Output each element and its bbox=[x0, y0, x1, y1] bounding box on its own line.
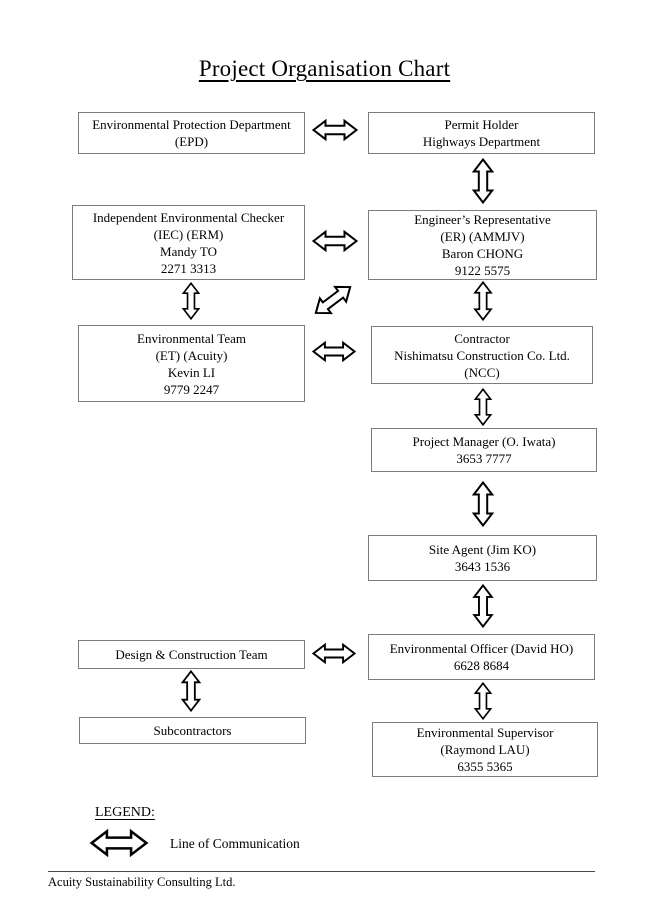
arrow-et-er-diagonal-icon bbox=[308, 277, 358, 322]
org-box-line: Design & Construction Team bbox=[115, 647, 268, 662]
org-box-line: Environmental Officer (David HO) bbox=[389, 641, 574, 656]
org-box-line: Highways Department bbox=[422, 134, 541, 149]
org-box-line: Contractor bbox=[454, 330, 510, 346]
legend-heading: LEGEND: bbox=[95, 805, 155, 820]
org-box-line: Environmental Team bbox=[137, 330, 246, 346]
org-box-site-agent bbox=[368, 535, 597, 581]
org-box-line: Mandy TO bbox=[160, 243, 217, 259]
org-box-permit-holder bbox=[368, 112, 595, 154]
org-box-line: Nishimatsu Construction Co. Ltd. bbox=[394, 347, 570, 363]
arrow-er-contractor-icon bbox=[472, 281, 494, 321]
org-box-environmental-officer bbox=[368, 634, 595, 680]
arrow-et-contractor-icon bbox=[312, 340, 356, 363]
org-box-line: 9122 5575 bbox=[454, 263, 511, 278]
arrow-project-manager-site-agent-icon bbox=[472, 478, 494, 530]
org-box-line: Project Manager (O. Iwata) bbox=[412, 434, 556, 449]
footer-company-name: Acuity Sustainability Consulting Ltd. bbox=[48, 875, 236, 889]
org-box-line: Independent Environmental Checker bbox=[92, 209, 285, 225]
org-box-contractor bbox=[371, 326, 593, 384]
org-box-design-construction-team bbox=[78, 640, 305, 669]
org-box-line: Permit Holder bbox=[444, 117, 519, 132]
arrow-permit-holder-er-icon bbox=[472, 158, 494, 204]
arrow-contractor-project-manager-icon bbox=[472, 388, 494, 426]
org-box-line: 2271 3313 bbox=[160, 260, 217, 276]
org-box-line: (IEC) (ERM) bbox=[153, 226, 224, 242]
arrow-dct-subcontractors-icon bbox=[180, 670, 202, 712]
org-box-line: Environmental Protection Department bbox=[92, 117, 291, 132]
page-title: Project Organisation Chart bbox=[198, 56, 451, 81]
org-box-et bbox=[78, 325, 305, 402]
org-box-line: Subcontractors bbox=[153, 723, 232, 738]
org-box-line: Environmental Supervisor bbox=[416, 725, 554, 740]
legend-item-label: Line of Communication bbox=[170, 836, 300, 851]
org-box-er bbox=[368, 210, 597, 280]
org-box-line: (ER) (AMMJV) bbox=[440, 229, 525, 244]
org-box-environmental-supervisor bbox=[372, 722, 598, 777]
org-box-line: 3653 7777 bbox=[456, 451, 512, 466]
org-box-line: (ET) (Acuity) bbox=[155, 347, 228, 363]
org-box-project-manager bbox=[371, 428, 597, 472]
arrow-dct-environmental-officer-icon bbox=[312, 642, 356, 665]
org-box-line: (NCC) bbox=[464, 364, 500, 380]
org-box-line: Baron CHONG bbox=[441, 246, 524, 261]
arrow-site-agent-environmental-officer-icon bbox=[472, 584, 494, 628]
legend-line-of-communication-icon bbox=[88, 829, 150, 857]
org-box-iec bbox=[72, 205, 305, 280]
arrow-iec-et-icon bbox=[180, 282, 202, 320]
org-box-line: Engineer’s Representative bbox=[414, 212, 551, 227]
org-box-line: 6628 8684 bbox=[453, 658, 510, 673]
footer-divider bbox=[48, 871, 595, 872]
org-box-line: Kevin LI bbox=[167, 364, 216, 380]
org-box-line: 6355 5365 bbox=[457, 759, 513, 774]
org-box-line: (EPD) bbox=[174, 134, 209, 149]
arrow-epd-permit-holder-icon bbox=[312, 118, 358, 142]
org-box-line: 3643 1536 bbox=[454, 559, 511, 574]
org-box-subcontractors bbox=[79, 717, 306, 744]
org-box-line: 9779 2247 bbox=[163, 381, 220, 397]
org-box-epd bbox=[78, 112, 305, 154]
arrow-iec-er-icon bbox=[312, 229, 358, 253]
arrow-environmental-officer-environmental-supervisor-icon bbox=[472, 682, 494, 720]
org-box-line: Site Agent (Jim KO) bbox=[428, 542, 537, 557]
org-box-line: (Raymond LAU) bbox=[440, 742, 530, 757]
